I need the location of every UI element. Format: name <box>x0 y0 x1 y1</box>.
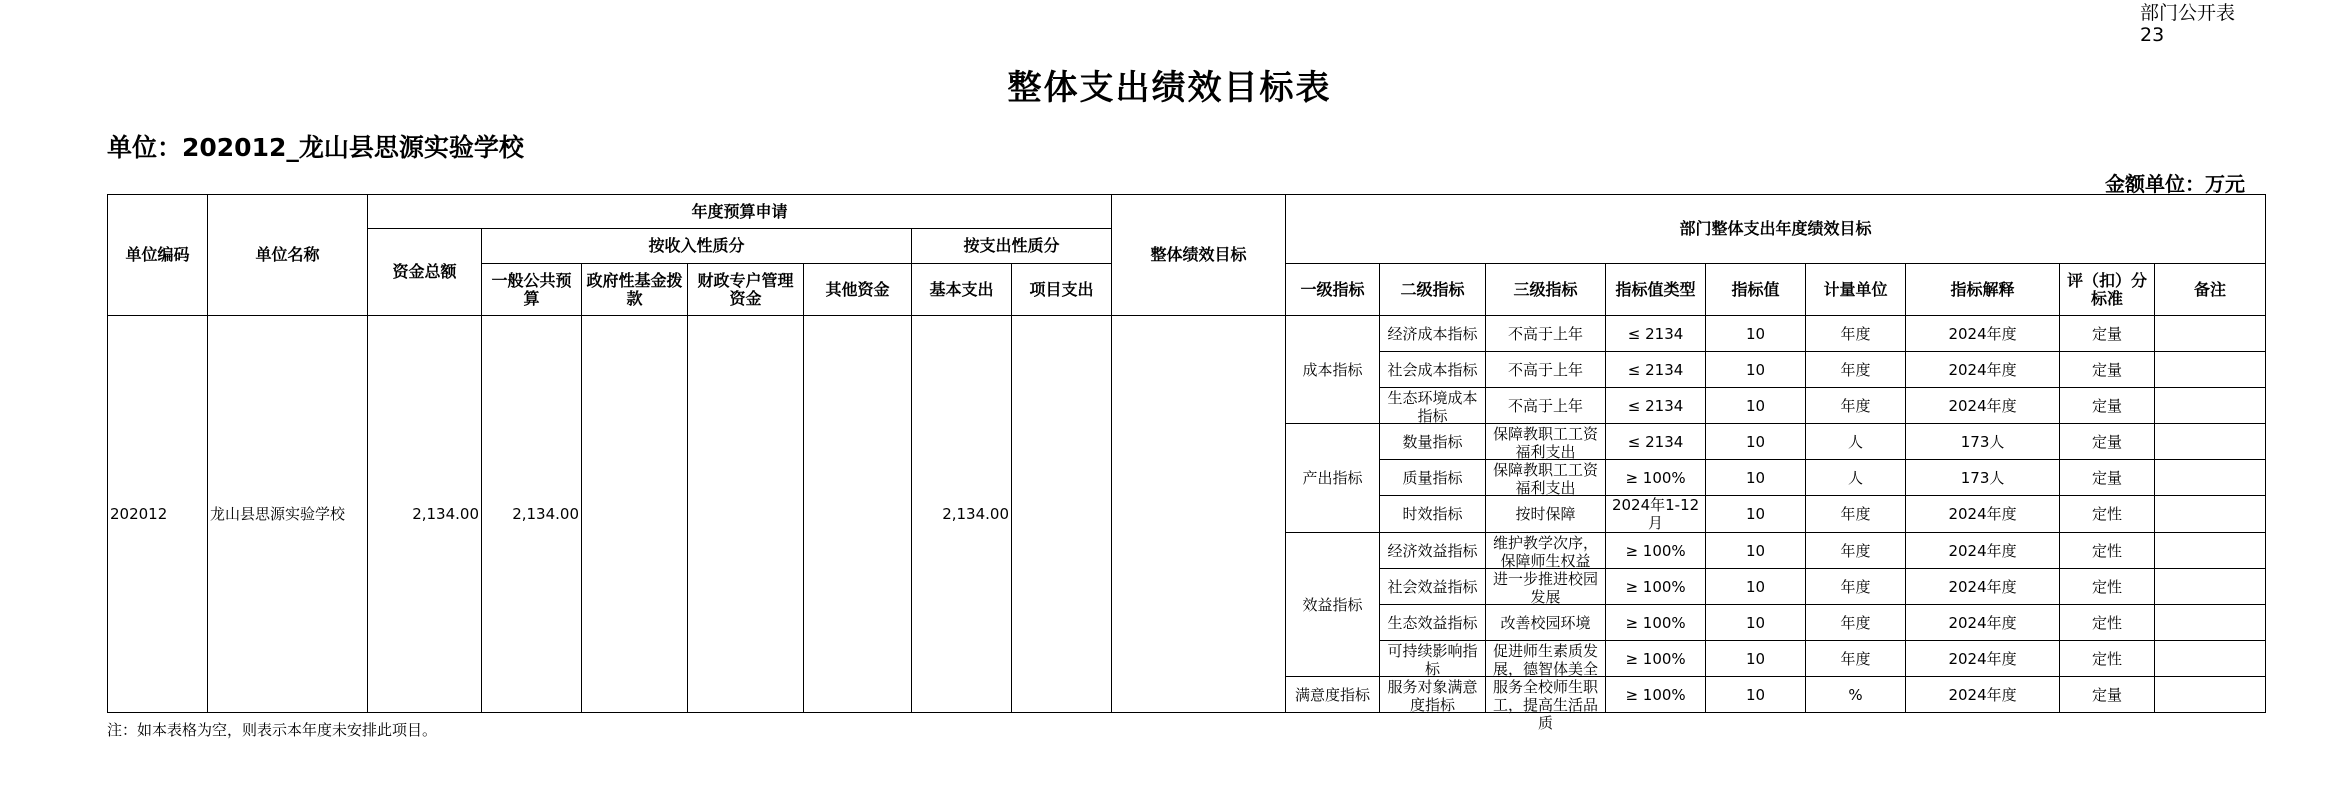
unit-line: 单位：202012_龙山县思源实验学校 <box>107 133 524 162</box>
value-cell: 10 <box>1706 533 1806 569</box>
scoring-cell: 定性 <box>2060 569 2155 605</box>
footnote: 注：如本表格为空，则表示本年度未安排此项目。 <box>107 721 438 739</box>
level2-cell: 生态效益指标 <box>1380 605 1486 641</box>
level1-cell: 产出指标 <box>1286 424 1380 533</box>
header-basic-expense: 基本支出 <box>912 264 1012 316</box>
value-cell: 10 <box>1706 388 1806 424</box>
remarks-cell <box>2155 677 2266 713</box>
value-cell: 10 <box>1706 677 1806 713</box>
header-value: 指标值 <box>1706 264 1806 316</box>
measure-unit-cell: 人 <box>1806 460 1906 496</box>
value-cell: 10 <box>1706 569 1806 605</box>
page-title: 整体支出绩效目标表 <box>1007 68 1332 108</box>
header-unit-code: 单位编码 <box>108 195 208 316</box>
remarks-cell <box>2155 424 2266 460</box>
scoring-cell: 定量 <box>2060 388 2155 424</box>
value-type-cell: ≤ 2134 <box>1606 316 1706 352</box>
unit-name-cell: 龙山县思源实验学校 <box>208 316 368 713</box>
measure-unit-cell: 年度 <box>1806 533 1906 569</box>
remarks-cell <box>2155 641 2266 677</box>
measure-unit-cell: 人 <box>1806 424 1906 460</box>
header-scoring: 评（扣）分标准 <box>2060 264 2155 316</box>
value-cell: 10 <box>1706 641 1806 677</box>
header-overall-goal: 整体绩效目标 <box>1112 195 1286 316</box>
level1-cell: 效益指标 <box>1286 533 1380 677</box>
header-by-expense: 按支出性质分 <box>912 229 1112 264</box>
remarks-cell <box>2155 496 2266 533</box>
level3-text: 服务全校师生职工，提高生活品质 <box>1493 677 1599 732</box>
form-number-label <box>2140 2 2260 50</box>
level3-text: 维护教学次序，保障师生权益 <box>1493 533 1599 570</box>
value-cell: 10 <box>1706 460 1806 496</box>
level2-cell <box>1380 388 1486 424</box>
header-remarks: 备注 <box>2155 264 2266 316</box>
header-level3: 三级指标 <box>1486 264 1606 316</box>
header-level1: 一级指标 <box>1286 264 1380 316</box>
value-type-cell: ≥ 100% <box>1606 605 1706 641</box>
header-value-type: 指标值类型 <box>1606 264 1706 316</box>
value-type-cell: ≥ 100% <box>1606 460 1706 496</box>
overall-goal-cell <box>1112 316 1286 713</box>
header-annual-budget: 年度预算申请 <box>368 195 1112 229</box>
measure-unit-cell: 年度 <box>1806 605 1906 641</box>
value-type-cell: ≤ 2134 <box>1606 388 1706 424</box>
amount-unit-label: 金额单位：万元 <box>2105 172 2245 196</box>
level3-cell <box>1486 424 1606 460</box>
scoring-cell: 定量 <box>2060 424 2155 460</box>
level2-cell: 经济效益指标 <box>1380 533 1486 569</box>
level2-cell: 时效指标 <box>1380 496 1486 533</box>
value-type-cell: ≥ 100% <box>1606 677 1706 713</box>
remarks-cell <box>2155 352 2266 388</box>
explanation-cell: 2024年度 <box>1906 388 2060 424</box>
form-index: 23 <box>2140 24 2165 46</box>
level3-cell: 不高于上年 <box>1486 316 1606 352</box>
remarks-cell <box>2155 569 2266 605</box>
explanation-cell: 2024年度 <box>1906 533 2060 569</box>
remarks-cell <box>2155 533 2266 569</box>
scoring-cell: 定量 <box>2060 460 2155 496</box>
explanation-cell: 2024年度 <box>1906 352 2060 388</box>
value-type-cell: ≥ 100% <box>1606 569 1706 605</box>
value-cell: 10 <box>1706 352 1806 388</box>
unit-code-cell: 202012 <box>108 316 208 713</box>
header-explanation: 指标解释 <box>1906 264 2060 316</box>
gov-fund-cell <box>582 316 688 713</box>
level3-cell: 不高于上年 <box>1486 352 1606 388</box>
header-project-expense: 项目支出 <box>1012 264 1112 316</box>
level3-cell <box>1486 677 1606 732</box>
total-funds-cell: 2,134.00 <box>368 316 482 713</box>
general-public-cell: 2,134.00 <box>482 316 582 713</box>
level3-cell <box>1486 533 1606 569</box>
level2-text: 服务对象满意度指标 <box>1387 677 1478 714</box>
header-gov-fund: 政府性基金拨款 <box>582 264 688 316</box>
level3-cell <box>1486 569 1606 605</box>
level3-cell <box>1486 460 1606 496</box>
measure-unit-cell: 年度 <box>1806 496 1906 533</box>
form-name: 部门公开表 <box>2140 2 2236 24</box>
scoring-cell: 定性 <box>2060 641 2155 677</box>
level2-text: 生态环境成本指标 <box>1387 388 1478 425</box>
value-cell: 10 <box>1706 424 1806 460</box>
header-total-funds: 资金总额 <box>368 229 482 316</box>
scoring-cell: 定量 <box>2060 316 2155 352</box>
level1-cell: 成本指标 <box>1286 316 1380 424</box>
explanation-cell: 2024年度 <box>1906 677 2060 713</box>
header-dept-goal: 部门整体支出年度绩效目标 <box>1286 195 2266 264</box>
measure-unit-cell: % <box>1806 677 1906 713</box>
explanation-cell: 2024年度 <box>1906 316 2060 352</box>
level2-cell: 数量指标 <box>1380 424 1486 460</box>
level3-cell: 按时保障 <box>1486 496 1606 533</box>
remarks-cell <box>2155 388 2266 424</box>
value-cell: 10 <box>1706 605 1806 641</box>
scoring-cell: 定性 <box>2060 533 2155 569</box>
scoring-cell: 定性 <box>2060 496 2155 533</box>
level2-cell <box>1380 677 1486 713</box>
scoring-cell: 定量 <box>2060 352 2155 388</box>
scoring-cell: 定量 <box>2060 677 2155 713</box>
header-level2: 二级指标 <box>1380 264 1486 316</box>
other-funds-cell <box>804 316 912 713</box>
special-fiscal-cell <box>688 316 804 713</box>
measure-unit-cell: 年度 <box>1806 641 1906 677</box>
explanation-cell: 173人 <box>1906 460 2060 496</box>
level2-cell: 社会效益指标 <box>1380 569 1486 605</box>
remarks-cell <box>2155 316 2266 352</box>
scoring-cell: 定性 <box>2060 605 2155 641</box>
explanation-cell: 2024年度 <box>1906 496 2060 533</box>
level2-cell: 经济成本指标 <box>1380 316 1486 352</box>
value-type-cell: ≤ 2134 <box>1606 352 1706 388</box>
level2-cell: 质量指标 <box>1380 460 1486 496</box>
explanation-cell: 2024年度 <box>1906 605 2060 641</box>
explanation-cell: 2024年度 <box>1906 569 2060 605</box>
explanation-cell: 2024年度 <box>1906 641 2060 677</box>
level2-cell <box>1380 641 1486 677</box>
header-special-fiscal: 财政专户管理资金 <box>688 264 804 316</box>
value-cell: 10 <box>1706 496 1806 533</box>
level1-cell: 满意度指标 <box>1286 677 1380 713</box>
header-by-income: 按收入性质分 <box>482 229 912 264</box>
measure-unit-cell: 年度 <box>1806 388 1906 424</box>
header-other-funds: 其他资金 <box>804 264 912 316</box>
project-expense-cell <box>1012 316 1112 713</box>
basic-expense-cell: 2,134.00 <box>912 316 1012 713</box>
value-type-cell: ≥ 100% <box>1606 533 1706 569</box>
level3-text: 进一步推进校园发展 <box>1493 569 1599 606</box>
level3-text: 促进师生素质发展，德智体美全 <box>1493 641 1599 678</box>
level2-cell: 社会成本指标 <box>1380 352 1486 388</box>
header-unit-name: 单位名称 <box>208 195 368 316</box>
value-type-cell: ≥ 100% <box>1606 641 1706 677</box>
measure-unit-cell: 年度 <box>1806 352 1906 388</box>
measure-unit-cell: 年度 <box>1806 569 1906 605</box>
level3-text: 保障教职工工资福利支出 <box>1493 424 1599 461</box>
value-type-cell: 2024年1-12月 <box>1606 496 1706 533</box>
level3-cell: 不高于上年 <box>1486 388 1606 424</box>
header-general-public: 一般公共预算 <box>482 264 582 316</box>
level3-cell: 改善校园环境 <box>1486 605 1606 641</box>
header-measure-unit: 计量单位 <box>1806 264 1906 316</box>
measure-unit-cell: 年度 <box>1806 316 1906 352</box>
value-type-cell: ≤ 2134 <box>1606 424 1706 460</box>
explanation-cell: 173人 <box>1906 424 2060 460</box>
level3-cell <box>1486 641 1606 677</box>
value-cell: 10 <box>1706 316 1806 352</box>
remarks-cell <box>2155 460 2266 496</box>
level3-text: 保障教职工工资福利支出 <box>1493 460 1599 497</box>
remarks-cell <box>2155 605 2266 641</box>
level2-text: 可持续影响指标 <box>1387 641 1478 678</box>
